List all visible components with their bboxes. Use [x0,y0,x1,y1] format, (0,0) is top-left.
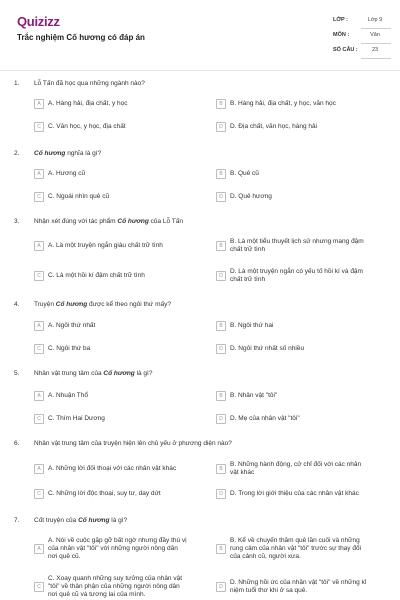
option-text: C. Thím Hai Dương [48,415,105,422]
option-letter-box: A [34,99,44,109]
option-text: C. Ngoái nhìn quê cũ [48,193,110,200]
option-letter-box: A [34,169,44,179]
option-letter-box: B [216,391,226,401]
option-text: A. Nói về cuộc gặp gỡ bất ngờ nhưng đầy thú vị của nhân vật "tôi" với những người nông dân nơi quê cũ. [48,537,187,560]
meta-value: 23 [371,47,379,53]
meta-row-grade [333,14,391,29]
option-letter-box: B [216,169,226,179]
option-text: A. Ngôi thứ nhất [48,322,96,329]
page-title: Trắc nghiệm Cố hương có đáp án [17,33,145,42]
question-number: 6. [14,440,20,447]
question-number: 5. [14,370,20,377]
option-text: B. Là một tiểu thuyết lịch sử nhưng mang đậm chất trữ tình [230,238,364,253]
option-text: A. Nhuận Thổ [48,392,88,399]
option-letter-box: D [216,122,226,132]
option-text: B. Nhân vật "tôi" [230,392,278,399]
worksheet-meta [333,14,391,59]
option-text: A. Là một truyện ngắn giàu chất trữ tình [48,242,163,249]
question-text: Lỗ Tấn đã học qua những ngành nào? [34,80,145,87]
meta-row-subject [333,29,391,44]
question-text: Nhân vật trung tâm của truyện hiện lên chủ yếu ở phương diện nào? [34,440,232,447]
meta-label: SỐ CÂU : [333,47,358,53]
option-letter-box: A [34,544,44,554]
meta-underline [361,58,391,59]
option-text: C. Văn học, y học, địa chất [48,123,126,130]
option-letter-box: B [216,321,226,331]
option-text: D. Quê hương [230,193,272,200]
option-letter-box: C [34,271,44,281]
option-letter-box: C [34,414,44,424]
option-text: D. Ngôi thứ nhất số nhiều [230,345,305,352]
option-text: C. Là một hồi kí đậm chất trữ tình [48,272,145,279]
meta-value: Lớp 9 [367,17,383,23]
option-letter-box: B [216,544,226,554]
option-text: A. Những lời đối thoại với các nhân vật khác [48,465,177,472]
option-letter-box: B [216,241,226,251]
option-letter-box: D [216,271,226,281]
option-text: D. Địa chất, văn học, hàng hải [230,123,318,130]
option-letter-box: C [34,344,44,354]
option-letter-box: B [216,464,226,474]
option-letter-box: A [34,464,44,474]
option-letter-box: D [216,344,226,354]
question-text: Nhân vật trung tâm của Cố hương là gì? [34,370,153,377]
option-text: D. Mẹ của nhân vật "tôi" [230,415,300,422]
meta-label: LỚP : [333,17,348,23]
question-text: Truyện Cố hương được kể theo ngôi thứ mấy? [34,301,171,308]
meta-row-count [333,44,391,59]
meta-value: Văn [370,32,380,38]
option-text: B. Kể về chuyến thăm quê lần cuối và những rung cảm của nhân vật "tôi" trước sự thay đổi của cảnh cũ, người xưa. [230,537,362,560]
option-text: B. Quê cũ [230,170,259,177]
option-text: D. Là một truyện ngắn có yếu tố hồi kí và đậm chất trữ tình [230,268,363,283]
option-letter-box: C [34,489,44,499]
question-text: Cốt truyện của Cố hương là gì? [34,517,128,524]
option-text: B. Hàng hải, địa chất, y học, văn học [230,100,336,107]
option-text: B. Những hành động, cử chỉ đối với các nhân vật khác [230,461,362,476]
worksheet-header [0,0,400,70]
option-letter-box: A [34,241,44,251]
option-text: D. Những hồi ức của nhân vật "tôi" về những kỉ niệm tuổi thơ khi ở sa quê. [230,579,367,594]
option-letter-box: A [34,321,44,331]
question-number: 2. [14,150,20,157]
option-letter-box: D [216,582,226,592]
option-letter-box: D [216,489,226,499]
option-letter-box: D [216,192,226,202]
option-text: C. Ngôi thứ ba [48,345,91,352]
option-text: A. Hương cũ [48,170,86,177]
option-text: B. Ngôi thứ hai [230,322,274,329]
option-letter-box: C [34,122,44,132]
question-text: Nhận xét đúng với tác phẩm Cố hương của Lỗ Tấn [34,218,184,225]
option-text: C. Những lời độc thoại, suy tư, day dứt [48,490,161,497]
option-text: D. Trong lời giới thiệu của các nhân vật khác [230,490,359,497]
question-number: 7. [14,517,20,524]
option-letter-box: C [34,582,44,592]
option-letter-box: C [34,192,44,202]
question-number: 4. [14,301,20,308]
option-text: A. Hàng hải, địa chất, y học [48,100,128,107]
option-text: C. Xoay quanh những suy tưởng của nhân vật "tôi" về thân phận của những người nông dân nơi quê cũ và tương lai của mình. [48,575,183,598]
question-number: 1. [14,80,20,87]
meta-label: MÔN : [333,32,350,38]
question-number: 3. [14,218,20,225]
question-text: Cố hương nghĩa là gì? [34,150,102,157]
header-divider [0,70,400,71]
option-letter-box: D [216,414,226,424]
option-letter-box: A [34,391,44,401]
option-letter-box: B [216,99,226,109]
quizizz-logo: Quizizz [17,14,60,29]
